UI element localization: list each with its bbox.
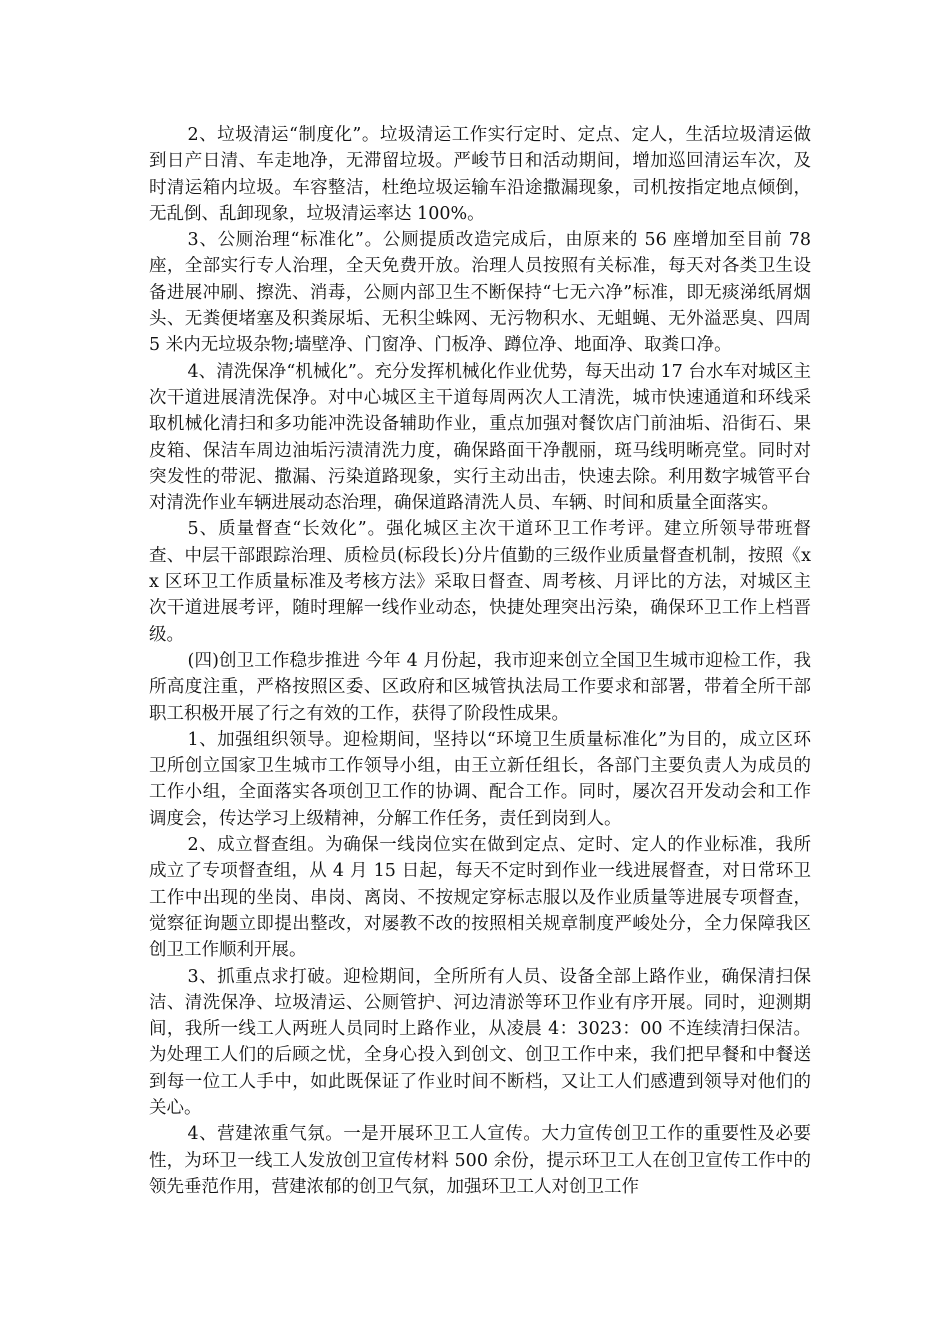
paragraph-atmosphere-building: 4、营建浓重气氛。一是开展环卫工人宣传。大力宣传创卫工作的重要性及必要性，为环卫一线工人发放创卫宣传材料 500 余份，提示环卫工人在创卫宣传工作中的领先垂范作用，营建浓郁的创卫气氛，加强环卫工人对创卫工作 (149, 1124, 811, 1197)
paragraph-key-breakthrough: 3、抓重点求打破。迎检期间，全所所有人员、设备全部上路作业，确保清扫保洁、清洗保净、垃圾清运、公厕管护、河边清淤等环卫作业有序开展。同时，迎测期间，我所一线工人两班人员同时上路作业，从凌晨 4：3023：00 不连续清扫保洁。为处理工人们的后顾之忧，全身心投入到创文、创卫工作中来，我们把早餐和中餐送到每一位工人手中，如此既保证了作业时间不断档，又让工人们感遭到领导对他们的关心。 (149, 966, 811, 1118)
paragraph-quality-supervision: 5、质量督查“长效化”。强化城区主次干道环卫工作考评。建立所领导带班督查、中层干部跟踪治理、质检员(标段长)分片值勤的三级作业质量督查机制，按照《xx 区环卫工作质量标准及考核方法》采取日督查、周考核、月评比的方法，对城区主次干道进展考评，随时理解一线作业动态，快捷处理突出污染，确保环卫工作上档晋级。 (149, 519, 811, 645)
paragraph-inspection-team: 2、成立督查组。为确保一线岗位实在做到定点、定时、定人的作业标准，我所成立了专项督查组，从 4 月 15 日起，每天不定时到作业一线进展督查，对日常环卫工作中出现的坐岗、串岗、离岗、不按规定穿标志服以及作业质量等进展专项督查，觉察征询题立即提出整改，对屡教不改的按照相关规章制度严峻处分，全力保障我区创卫工作顺利开展。 (149, 835, 811, 961)
paragraph-organization-leadership: 1、加强组织领导。迎检期间，坚持以“环境卫生质量标准化”为目的，成立区环卫所创立国家卫生城市工作领导小组，由王立新任组长，各部门主要负责人为成员的工作小组，全面落实各项创卫工作的协调、配合工作。同时，屡次召开发动会和工作调度会，传达学习上级精神，分解工作任务，责任到岗到人。 (149, 729, 811, 829)
paragraph-health-city-campaign: (四)创卫工作稳步推进 今年 4 月份起，我市迎来创立全国卫生城市迎检工作，我所高度注重，严格按照区委、区政府和区城管执法局工作要求和部署，带着全所干部职工积极开展了行之有效的工作，获得了阶段性成果。 (149, 650, 811, 724)
paragraph-garbage-collection: 2、垃圾清运“制度化”。垃圾清运工作实行定时、定点、定人，生活垃圾清运做到日产日清、车走地净，无滞留垃圾。严峻节日和活动期间，增加巡回清运车次，及时清运箱内垃圾。车容整洁，杜绝垃圾运输车沿途撒漏现象，司机按指定地点倾倒，无乱倒、乱卸现象，垃圾清运率达 100%。 (149, 125, 811, 224)
document-body (149, 122, 811, 1200)
paragraph-street-cleaning: 4、清洗保净“机械化”。充分发挥机械化作业优势，每天出动 17 台水车对城区主次干道进展清洗保净。对中心城区主干道每周两次人工清洗，城市快速通道和环线采取机械化清扫和多功能冲洗设备辅助作业，重点加强对餐饮店门前油垢、沿街石、果皮箱、保洁车周边油垢污渍清洗力度，确保路面干净靓丽，斑马线明晰亮堂。同时对突发性的带泥、撒漏、污染道路现象，实行主动出击，快速去除。利用数字城管平台对清洗作业车辆进展动态治理，确保道路清洗人员、车辆、时间和质量全面落实。 (149, 361, 811, 514)
paragraph-public-toilets: 3、公厕治理“标准化”。公厕提质改造完成后，由原来的 56 座增加至目前 78 座，全部实行专人治理，全天免费开放。治理人员按照有关标准，每天对各类卫生设备进展冲刷、擦洗、消毒，公厕内部卫生不断保持“七无六净”标准，即无痰涕纸屑烟头、无粪便堵塞及积粪尿垢、无积尘蛛网、无污物积水、无蛆蝇、无外溢恶臭、四周 5 米内无垃圾杂物;墙壁净、门窗净、门板净、蹲位净、地面净、取粪口净。 (149, 230, 811, 356)
